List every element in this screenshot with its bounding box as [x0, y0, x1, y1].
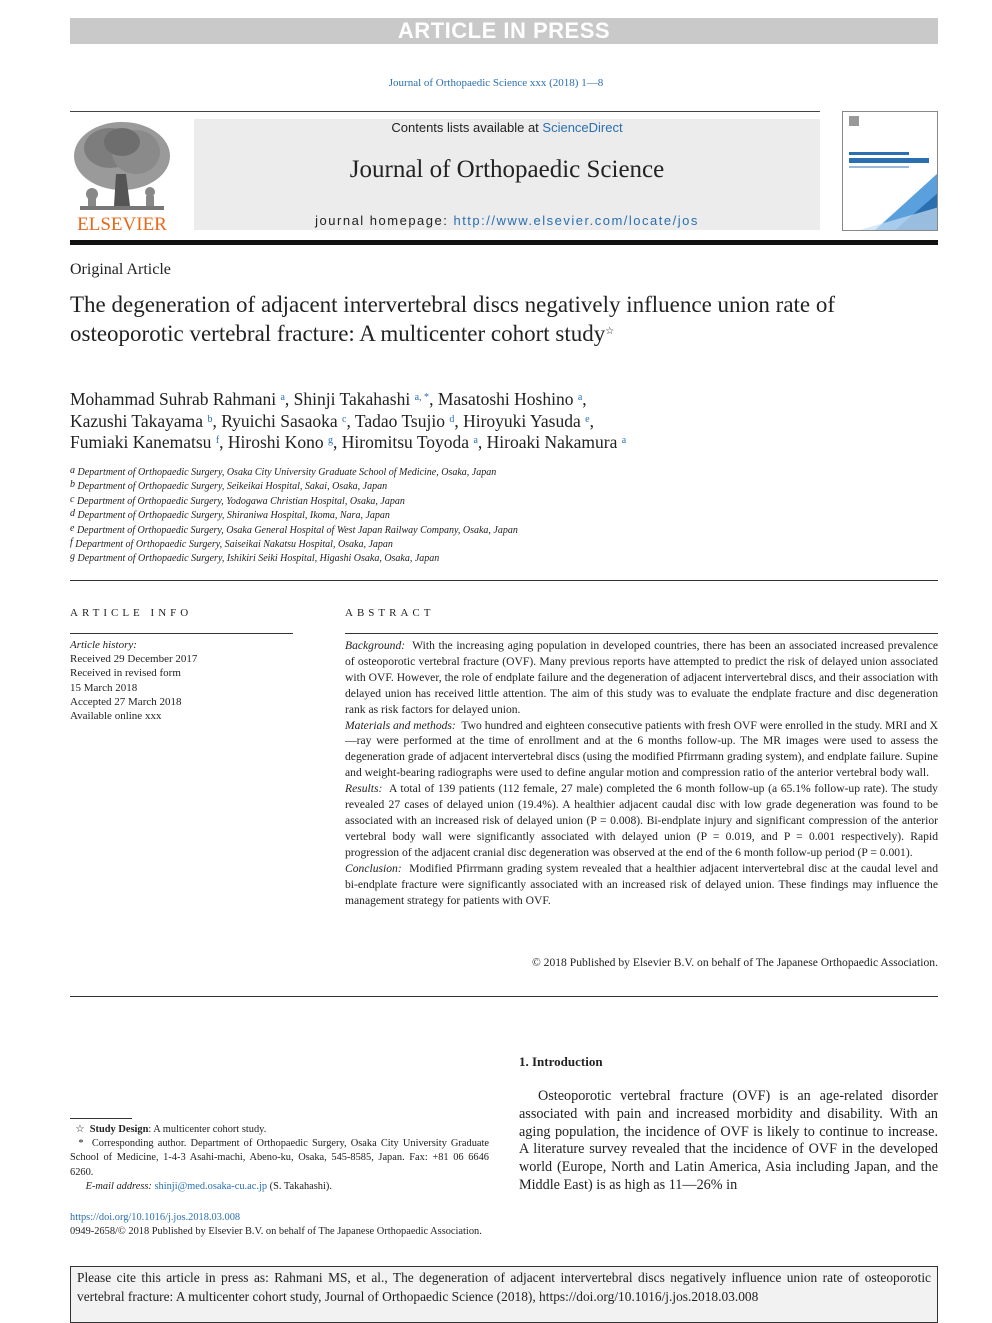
affiliation-item: $^b$ Department of Orthopaedic Surgery, Seikeikai Hospital, Sakai, Osaka, Japan — [70, 479, 388, 493]
author[interactable]: Mohammad Suhrab Rahmani $^a$, — [70, 389, 294, 409]
article-title — [70, 290, 870, 348]
author[interactable]: Fumiaki Kanematsu $^f$, — [70, 432, 228, 452]
author-list — [70, 389, 930, 454]
author[interactable]: Kazushi Takayama $^b$, — [70, 410, 222, 431]
author[interactable]: Hiromitsu Toyoda $^a$, — [341, 432, 487, 452]
author[interactable]: Hiroshi Kono $^g$, — [227, 432, 342, 452]
abstract-section: Results: A total of 139 patients (112 female, 27 male) completed the 6 month follow-up (a 65.1% follow-up rate). The study revealed 27 cases of delayed union (19.4%). A healthier adjacent caudal disc with low grade degeneration was found to be associated with an increased risk of delayed union (P = 0.008). Bi-endplate injury and significant compression of the anterior vertebral body wall were significantly associated with delayed union (P = 0.019, and P = 0.001 respectively). Rapid progression of the adjacent cranial disc degeneration was observed at the end of the 6 month follow-up period (P = 0.001). — [345, 782, 938, 859]
sciencedirect-link[interactable]: ScienceDirect — [542, 120, 623, 135]
author[interactable]: Masatoshi Hoshino $^a$, — [437, 389, 587, 409]
journal-reference[interactable]: Journal of Orthopaedic Science xxx (2018) 1—8 — [388, 77, 604, 89]
affiliation-item: $^d$ Department of Orthopaedic Surgery, Shiraniwa Hospital, Ikoma, Nara, Japan — [70, 508, 390, 522]
contents-line — [194, 120, 820, 135]
abstract-section: Background: With the increasing aging population in developed countries, there has been an associated increased prevalence of osteoporotic vertebral fracture (OVF). Many previous reports have attempted to predict the risk of delayed union associated with OVF. However, the role of endplate failure and the degeneration of adjacent intervertebral discs, and their association with delayed union has received little attention. The aim of this study was to evaluate the endplate fracture and disc degeneration rank as risk factors for delayed union. — [345, 639, 939, 716]
abstract-rule — [345, 633, 938, 634]
homepage-link[interactable]: http://www.elsevier.com/locate/jos — [453, 213, 699, 228]
history-line: Accepted 27 March 2018 — [70, 695, 182, 708]
article-info-heading: ARTICLE INFO — [70, 607, 193, 619]
author[interactable]: Hiroyuki Yasuda $^e$, — [463, 410, 594, 431]
affiliations — [70, 466, 930, 567]
author[interactable]: Tadao Tsujio $^d$, — [354, 410, 464, 431]
author[interactable]: Ryuichi Sasaoka $^c$, — [221, 410, 355, 431]
study-design-note: ☆ Study Design: A multicenter cohort study. — [75, 1124, 267, 1135]
introduction-text: Osteoporotic vertebral fracture (OVF) is an age-related disorder associated with pain and increased morbidity and disability. With an aging population, the incidence of OVF is likely to continue to increase. A literature survey revealed that the incidence of OVF in the developed world (Europe, North and Latin America, Asia including Japan, and the Middle East) is as high as 11—26% in — [519, 1088, 938, 1193]
elsevier-logo — [70, 118, 174, 234]
history-line: 15 March 2018 — [70, 681, 138, 694]
footnote-rule — [70, 1118, 132, 1119]
journal-cover-icon — [843, 112, 938, 231]
introduction-heading: 1. Introduction — [519, 1054, 603, 1069]
title-star-mark[interactable]: ☆ — [605, 326, 615, 337]
footnotes — [70, 1123, 489, 1194]
affiliation-item: $^f$ Department of Orthopaedic Surgery, Saiseikai Nakatsu Hospital, Osaka, Japan — [70, 537, 393, 551]
citation-box — [70, 1266, 938, 1323]
article-in-press-banner: ARTICLE IN PRESS — [70, 18, 938, 44]
author[interactable]: Hiroaki Nakamura $^a$ — [486, 432, 627, 452]
contents-prefix: Contents lists available at — [391, 120, 543, 135]
section-divider — [70, 580, 938, 581]
elsevier-tree-icon — [70, 118, 174, 234]
affiliation-item: $^e$ Department of Orthopaedic Surgery, Osaka General Hospital of West Japan Railway Company, Osaka, Japan — [70, 522, 518, 536]
issn-line: 0949-2658/© 2018 Published by Elsevier B.V. on behalf of The Japanese Orthopaedic Association. — [70, 1226, 482, 1237]
section-divider — [70, 996, 938, 997]
email-link[interactable]: shinji@med.osaka-cu.ac.jp — [154, 1180, 268, 1192]
homepage-line — [194, 213, 820, 228]
abstract-section: Conclusion: Modified Pfirrmann grading system revealed that a healthier adjacent intervertebral disc at the caudal level and bi-endplate fracture were significantly associated with an increased risk of delayed union. These findings may influence the management strategy for patients with OVF. — [345, 861, 939, 907]
abstract-copyright: © 2018 Published by Elsevier B.V. on behalf of The Japanese Orthopaedic Association. — [531, 956, 938, 969]
affiliation-item: $^c$ Department of Orthopaedic Surgery, Yodogawa Christian Hospital, Osaka, Japan — [70, 493, 405, 507]
abstract-body — [345, 638, 938, 908]
abstract-section: Materials and methods: Two hundred and eighteen consecutive patients with fresh OVF were enrolled in the study. MRI and X—ray were performed at the time of enrollment and at the 6 months follow-up. The MR images were used to assess the degeneration grade of adjacent intervertebral discs (using the modified Pfirrmann grading system), and endplate failure. Supine and weight-bearing radiographs were used to define angular motion and compression ratio of the anterior vertebral body wall. — [345, 718, 938, 780]
article-history-label: Article history: — [70, 639, 137, 651]
corresponding-author-note: * Corresponding author. Department of Orthopaedic Surgery, Osaka City University Graduate School of Medicine, 1-4-3 Asahi-machi, Abeno-ku, Osaka, 545-8585, Japan. Fax: +81 06 6646 6260. — [70, 1138, 489, 1178]
history-line: Received 29 December 2017 — [70, 653, 198, 666]
author[interactable]: Shinji Takahashi $^{a, *}$, — [293, 389, 438, 409]
email-note: E-mail address: shinji@med.osaka-cu.ac.jp (S. Takahashi). — [85, 1180, 332, 1192]
article-title-text: The degeneration of adjacent intervertebral discs negatively influence union rate of osteoporotic vertebral fracture: A multicenter cohort study — [70, 292, 836, 346]
elsevier-wordmark: ELSEVIER — [77, 214, 167, 234]
homepage-prefix: journal homepage: — [315, 213, 454, 228]
affiliation-item: $^a$ Department of Orthopaedic Surgery, Osaka City University Graduate School of Medicine, Osaka, Japan — [70, 465, 497, 478]
doi-link[interactable]: https://doi.org/10.1016/j.jos.2018.03.008 — [70, 1212, 241, 1223]
journal-cover-thumbnail[interactable] — [842, 111, 938, 231]
article-type: Original Article — [70, 261, 171, 278]
history-line: Available online xxx — [70, 710, 162, 723]
header-thick-rule — [70, 240, 938, 245]
affiliation-item: $^g$ Department of Orthopaedic Surgery, Ishikiri Seiki Hospital, Higashi Osaka, Osaka, Japan — [70, 551, 440, 565]
history-line: Received in revised form — [70, 667, 181, 680]
journal-title: Journal of Orthopaedic Science — [349, 156, 665, 183]
citation-text[interactable]: Please cite this article in press as: Rahmani MS, et al., The degeneration of adjacent intervertebral discs negatively influence union rate of osteoporotic vertebral fracture: A multicenter cohort study, Journal of Orthopaedic Science (2018), https://doi.org/10.1016/j.jos.2018.03.008 — [77, 1270, 931, 1304]
article-history — [70, 638, 293, 723]
abstract-heading: ABSTRACT — [345, 607, 435, 619]
header-top-rule — [70, 111, 820, 112]
article-info-rule — [70, 633, 293, 634]
